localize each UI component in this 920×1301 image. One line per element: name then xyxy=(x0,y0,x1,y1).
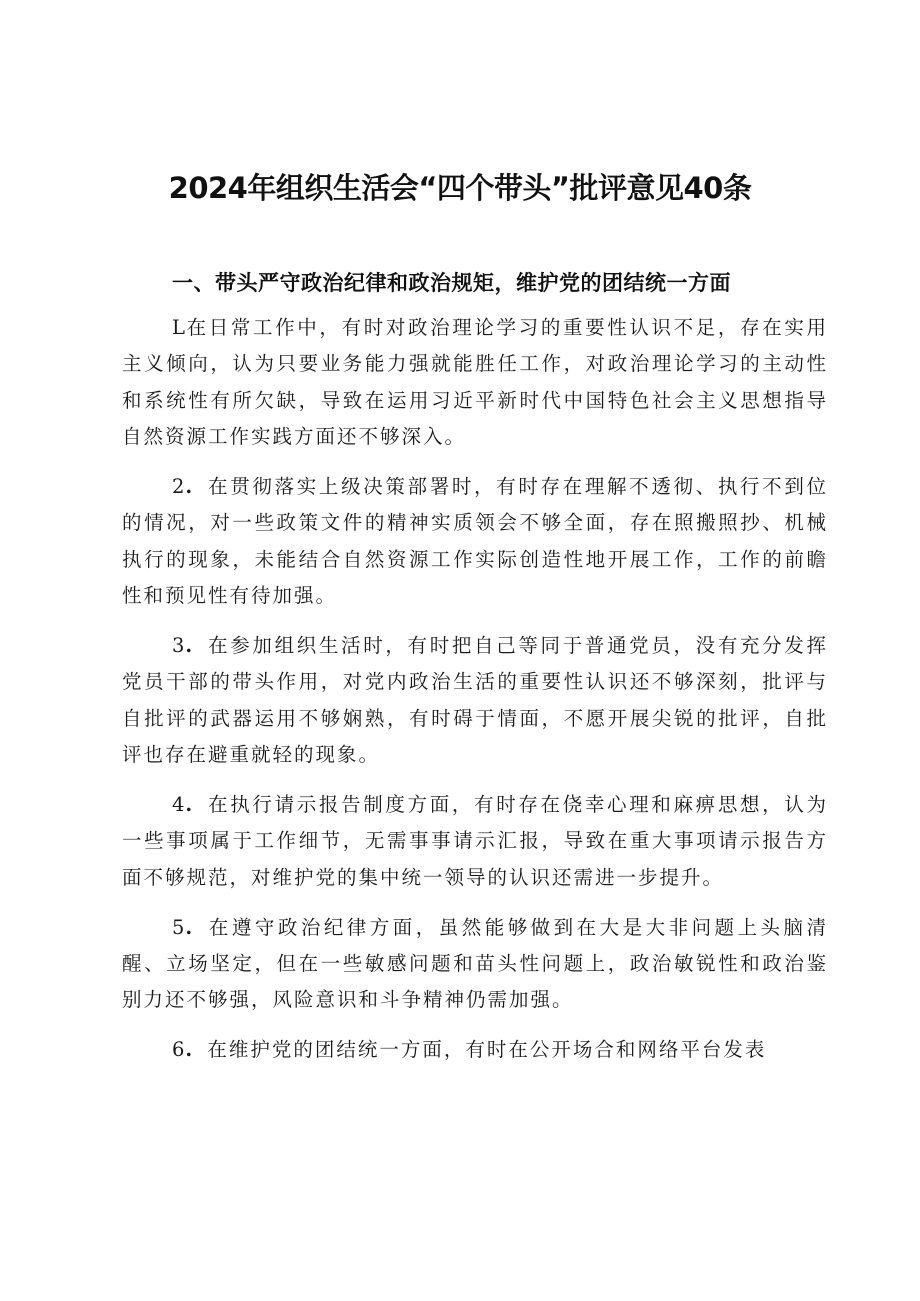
item-separator: . xyxy=(185,792,195,816)
item-number: L xyxy=(172,316,186,339)
document-body xyxy=(122,310,828,1082)
item-separator: . xyxy=(185,633,195,657)
document-title: 2024年组织生活会“四个带头”批评意见40条 xyxy=(168,171,752,205)
item-number: 6 xyxy=(172,1038,186,1062)
list-item xyxy=(122,469,828,614)
item-separator: . xyxy=(185,474,195,498)
item-number: 4 xyxy=(172,792,186,816)
list-item xyxy=(122,310,828,455)
item-text: 在遵守政治纪律方面，虽然能够做到在大是大非问题上头脑清醒、立场坚定，但在一些敏感问题和苗头性问题上，政治敏锐性和政治鉴别力还不够强，风险意识和斗争精神仍需加强。 xyxy=(122,915,828,1012)
item-text: 在日常工作中，有时对政治理论学习的重要性认识不足，存在实用主义倾向，认为只要业务能力强就能胜任工作，对政治理论学习的主动性和系统性有所欠缺，导致在运用习近平新时代中国特色社会主义思想指导自然资源工作实践方面还不够深入。 xyxy=(122,316,828,448)
item-number: 2 xyxy=(172,474,186,498)
item-text: 在贯彻落实上级决策部署时，有时存在理解不透彻、执行不到位的情况，对一些政策文件的精神实质领会不够全面，存在照搬照抄、机械执行的现象，未能结合自然资源工作实际创造性地开展工作，工作的前瞻性和预见性有待加强。 xyxy=(122,474,828,607)
item-separator: . xyxy=(185,1038,195,1062)
item-number: 5 xyxy=(172,915,186,939)
item-separator: . xyxy=(185,915,195,939)
item-number: 3 xyxy=(172,633,186,657)
item-text: 在维护党的团结统一方面，有时在公开场合和网络平台发表 xyxy=(207,1038,767,1062)
list-item xyxy=(122,910,828,1019)
list-item xyxy=(122,1032,828,1068)
item-text: 在参加组织生活时，有时把自己等同于普通党员，没有充分发挥党员干部的带头作用，对党内政治生活的重要性认识还不够深刻，批评与自批评的武器运用不够娴熟，有时碍于情面，不愿开展尖锐的批评，自批评也存在避重就轻的现象。 xyxy=(122,633,828,766)
item-text: 在执行请示报告制度方面，有时存在侥幸心理和麻痹思想，认为一些事项属于工作细节，无需事事请示汇报，导致在重大事项请示报告方面不够规范，对维护党的集中统一领导的认识还需进一步提升。 xyxy=(122,792,828,889)
list-item xyxy=(122,787,828,896)
list-item xyxy=(122,628,828,773)
section-heading: 一、带头严守政治纪律和政治规矩，维护党的团结统一方面 xyxy=(172,271,731,295)
